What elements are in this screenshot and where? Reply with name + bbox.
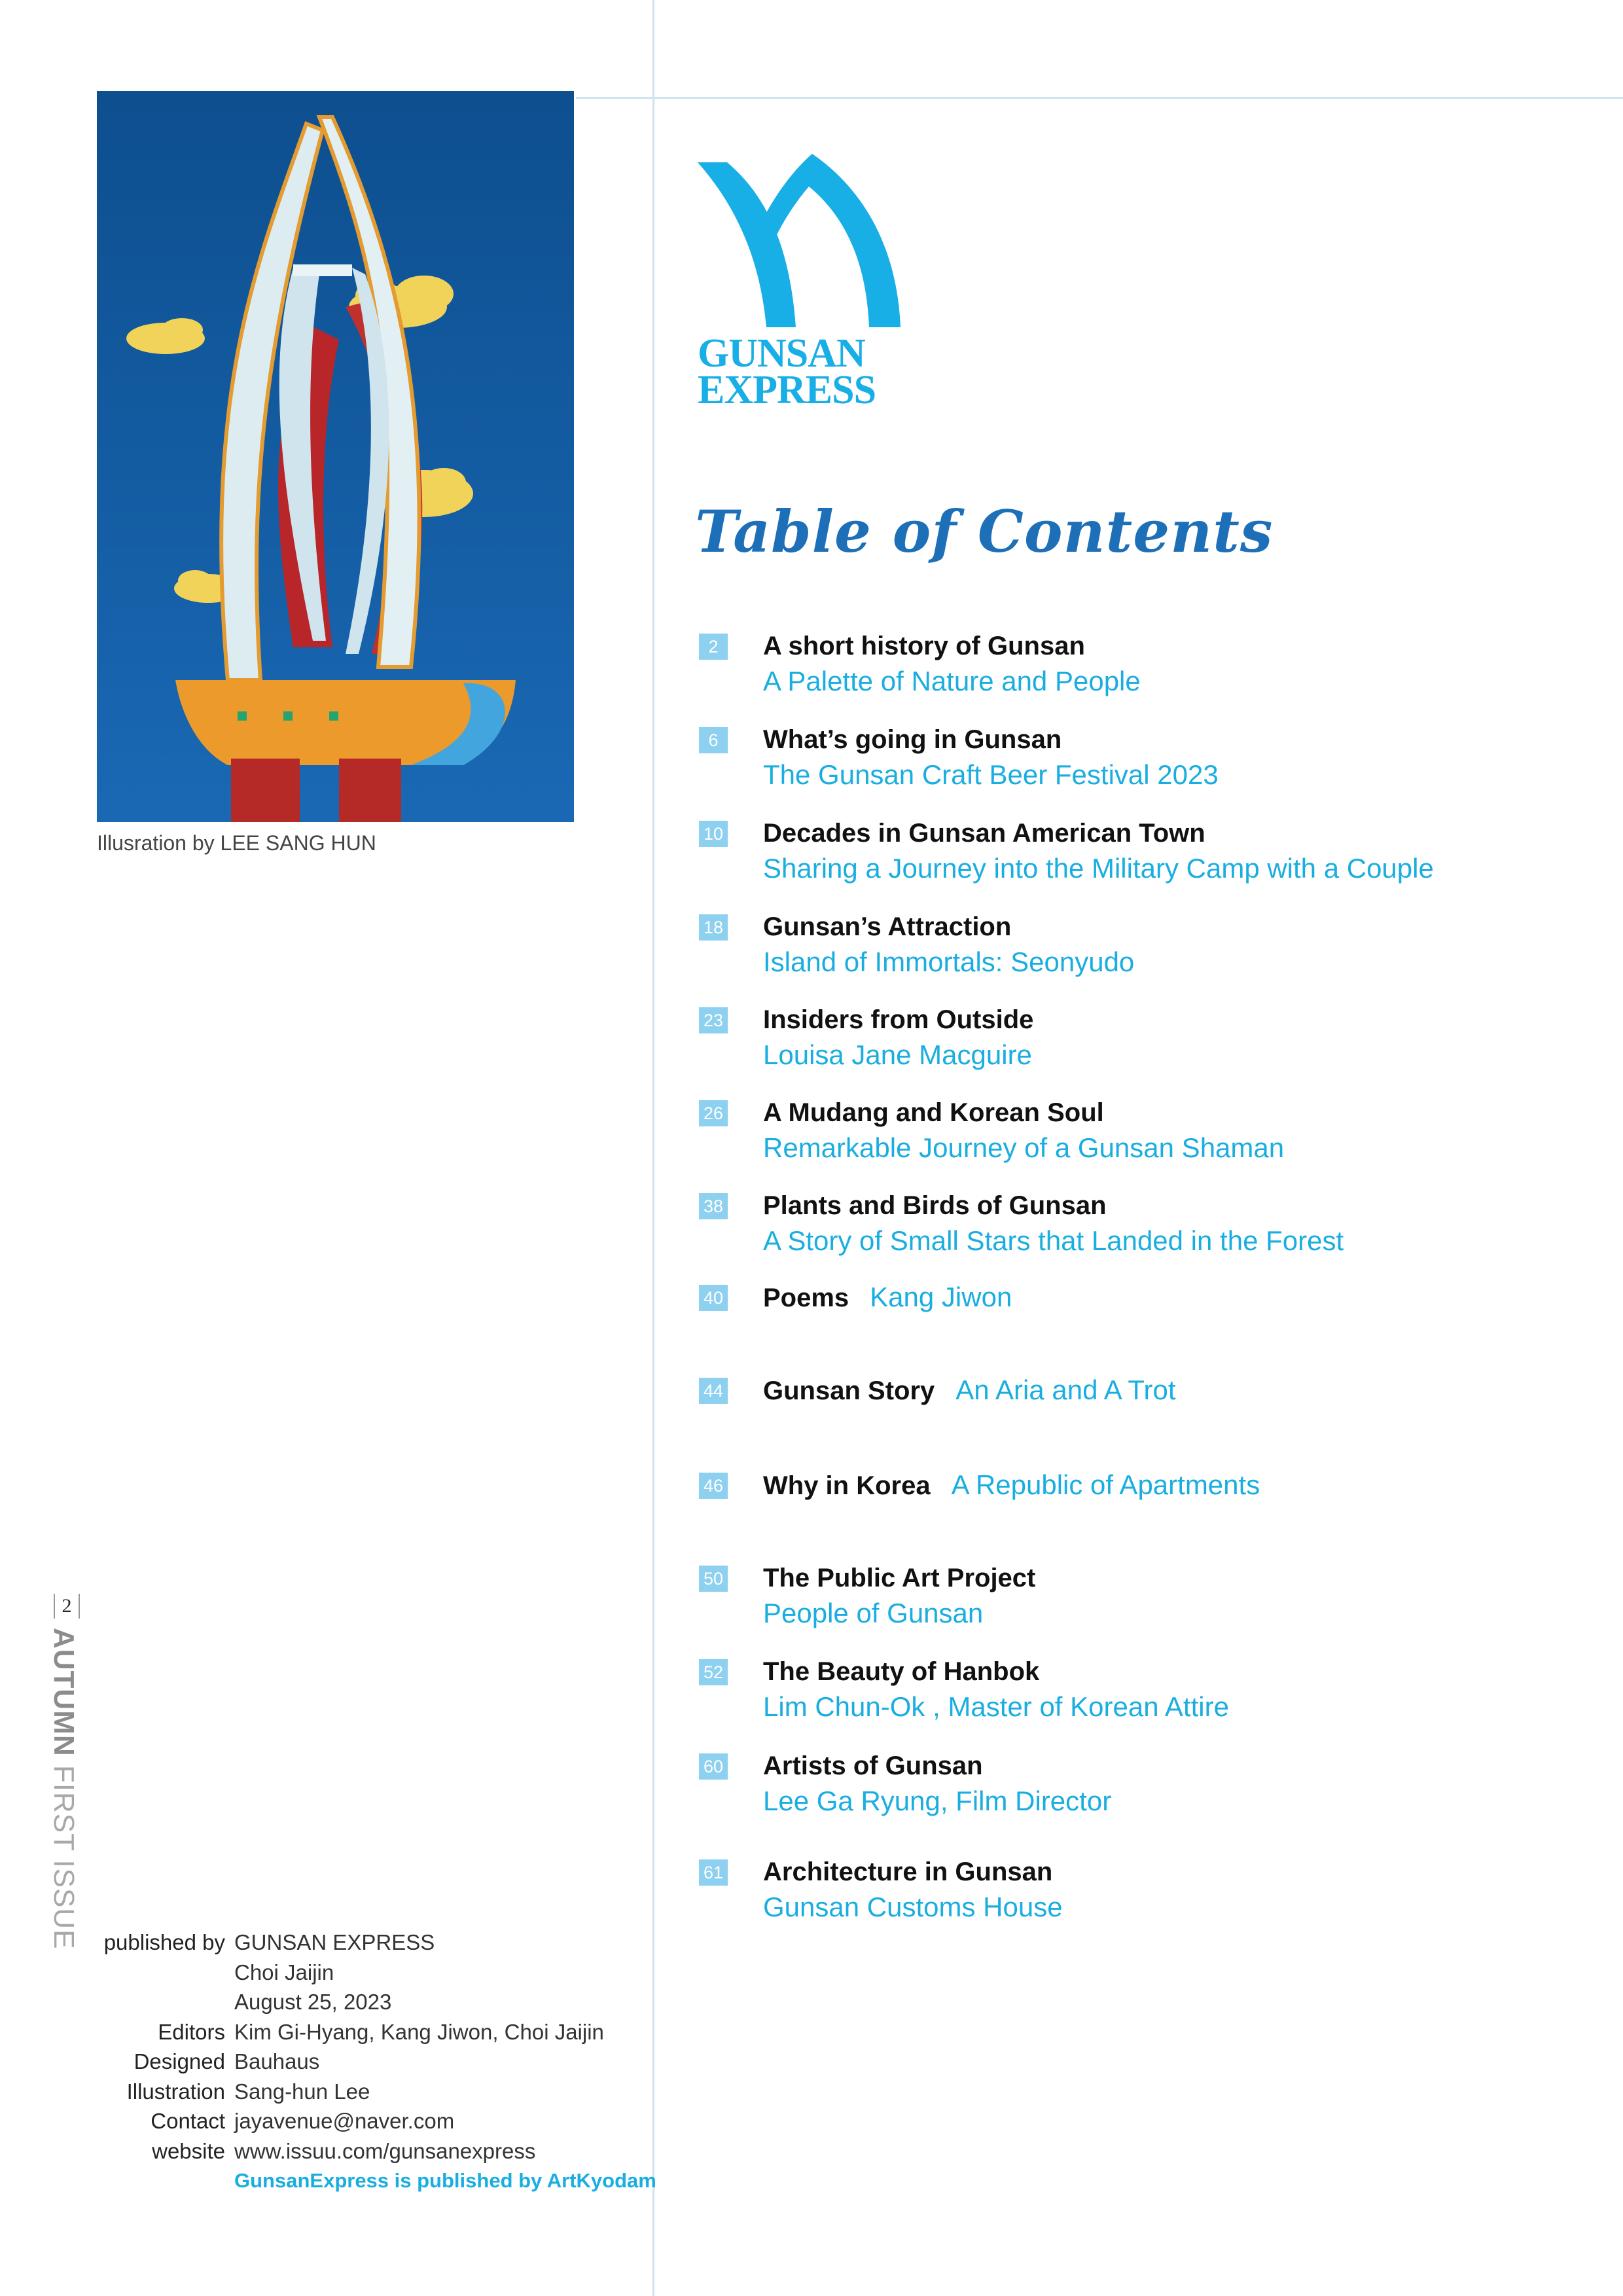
credit-label: Designed <box>134 2049 225 2073</box>
credit-row <box>85 2077 656 2107</box>
entry-title: Artists of Gunsan <box>763 1751 983 1780</box>
page-badge: 50 <box>699 1566 728 1592</box>
publisher-note: GunsanExpress is published by ArtKyodam <box>234 2169 656 2192</box>
entry-subtitle: Remarkable Journey of a Gunsan Shaman <box>763 1132 1285 1163</box>
credit-label: Contact <box>151 2109 225 2133</box>
page-badge: 10 <box>699 821 728 847</box>
entry-title: The Beauty of Hanbok <box>763 1657 1040 1686</box>
entry-subtitle: Louisa Jane Macguire <box>763 1039 1032 1070</box>
gunsan-express-logo <box>698 151 907 412</box>
entry-title <box>763 1372 1176 1408</box>
entry-title: A Mudang and Korean Soul <box>763 1098 1104 1127</box>
entry-title: What’s going in Gunsan <box>763 725 1062 754</box>
page-badge: 46 <box>699 1473 728 1499</box>
entry-title-text: Why in Korea <box>763 1471 931 1500</box>
header-rule <box>576 97 1623 99</box>
entry-title: Gunsan’s Attraction <box>763 912 1012 941</box>
entry-title: A short history of Gunsan <box>763 632 1085 660</box>
entry-subtitle: Island of Immortals: Seonyudo <box>763 946 1135 977</box>
credits-block <box>85 1928 656 2196</box>
page-badge: 26 <box>699 1100 728 1126</box>
credit-value: Bauhaus <box>234 2049 320 2073</box>
credit-label: Editors <box>158 2019 225 2044</box>
page-number: 2 <box>54 1594 80 1619</box>
issue-label <box>48 1594 80 1950</box>
page-badge: 6 <box>699 727 728 753</box>
credit-value: August 25, 2023 <box>234 1990 392 2014</box>
entry-subtitle: A Story of Small Stars that Landed in the Forest <box>763 1225 1344 1256</box>
credit-value: Sang-hun Lee <box>234 2079 370 2104</box>
contact-email[interactable]: jayavenue@naver.com <box>234 2109 455 2133</box>
issue-season: AUTUMN <box>48 1628 80 1757</box>
credit-value: Choi Jaijin <box>234 1960 334 1984</box>
page-badge: 61 <box>699 1859 728 1886</box>
credit-row <box>85 2136 656 2166</box>
entry-subtitle: Lee Ga Ryung, Film Director <box>763 1785 1112 1816</box>
entry-title <box>763 1467 1260 1503</box>
credit-row <box>85 1958 656 1988</box>
entry-title: Decades in Gunsan American Town <box>763 819 1205 848</box>
cover-illustration <box>97 91 574 822</box>
entry-subtitle: A Republic of Apartments <box>951 1469 1260 1500</box>
credit-row <box>85 1987 656 2017</box>
illustration-caption: Illusration by LEE SANG HUN <box>97 831 376 855</box>
entry-subtitle: Gunsan Customs House <box>763 1892 1063 1922</box>
page-badge: 2 <box>699 634 728 660</box>
page-badge: 18 <box>699 914 728 941</box>
credit-row <box>85 2106 656 2136</box>
page-badge: 60 <box>699 1753 728 1780</box>
entry-subtitle: A Palette of Nature and People <box>763 666 1141 696</box>
issue-edition-text: FIRST ISSUE <box>48 1765 80 1950</box>
entry-title-text: Poems <box>763 1283 849 1312</box>
credit-value: GUNSAN EXPRESS <box>234 1930 435 1954</box>
entry-subtitle: Sharing a Journey into the Military Camp with a Couple <box>763 853 1434 884</box>
toc-title: Table of Contents <box>695 497 1274 565</box>
website-link[interactable]: www.issuu.com/gunsanexpress <box>234 2138 536 2163</box>
logo-line-2: EXPRESS <box>698 368 876 412</box>
entry-title: Plants and Birds of Gunsan <box>763 1191 1107 1220</box>
entry-title: Architecture in Gunsan <box>763 1857 1053 1886</box>
entry-subtitle: Lim Chun-Ok , Master of Korean Attire <box>763 1691 1229 1722</box>
entry-title-text: Gunsan Story <box>763 1376 935 1405</box>
credit-row <box>85 1928 656 1958</box>
page-badge: 52 <box>699 1659 728 1685</box>
logo-arch-icon <box>698 151 907 334</box>
issue-edition <box>47 1628 80 1949</box>
credit-value: Kim Gi-Hyang, Kang Jiwon, Choi Jaijin <box>234 2019 604 2044</box>
entry-title: Insiders from Outside <box>763 1005 1034 1034</box>
entry-subtitle: An Aria and A Trot <box>955 1374 1176 1405</box>
credit-row <box>85 2166 656 2196</box>
entry-title <box>763 1280 1012 1316</box>
credit-label: Illustration <box>126 2079 225 2104</box>
entry-subtitle: People of Gunsan <box>763 1598 984 1628</box>
entry-title: The Public Art Project <box>763 1564 1036 1592</box>
entry-subtitle: Kang Jiwon <box>870 1282 1012 1312</box>
credit-label: published by <box>103 1930 225 1954</box>
logo-wordmark <box>698 331 876 412</box>
credit-row <box>85 2017 656 2047</box>
page-badge: 38 <box>699 1193 728 1219</box>
entry-subtitle: The Gunsan Craft Beer Festival 2023 <box>763 759 1219 790</box>
credit-label: website <box>152 2138 225 2163</box>
page-badge: 23 <box>699 1007 728 1033</box>
credit-row <box>85 2047 656 2077</box>
logo-line-1: GUNSAN <box>698 331 865 376</box>
page-badge: 40 <box>699 1285 728 1311</box>
page-badge: 44 <box>699 1378 728 1404</box>
